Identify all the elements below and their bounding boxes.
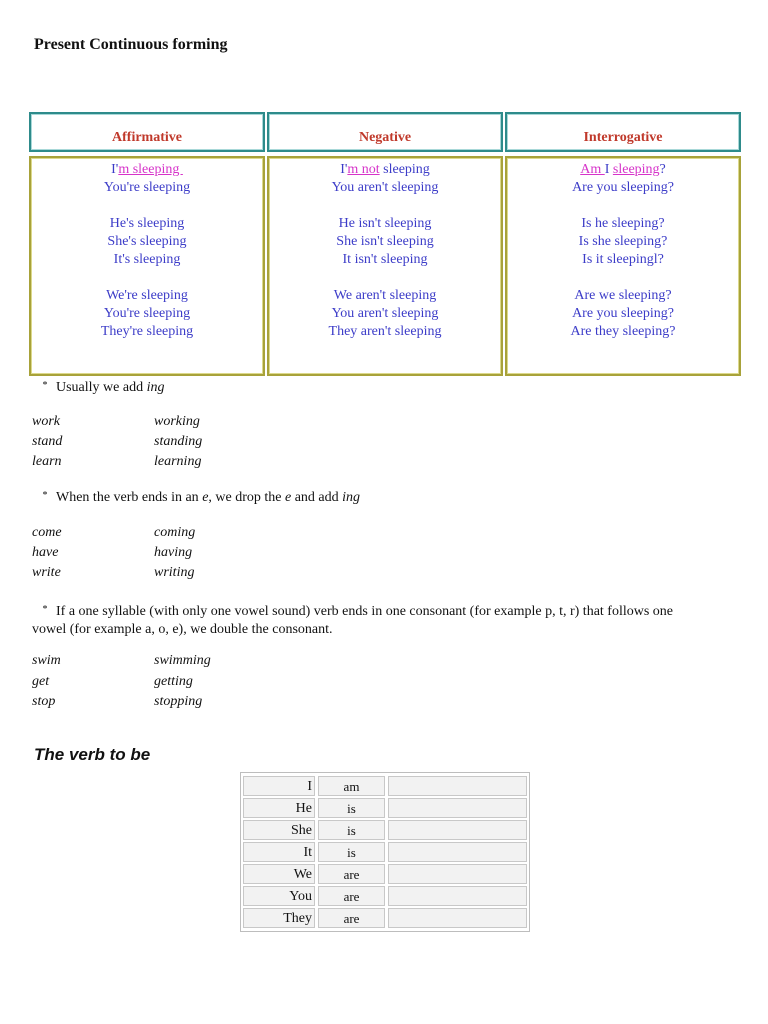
word-pair xyxy=(32,694,203,710)
interrogative-line: Are we sleeping? xyxy=(574,288,672,303)
pronoun-cell: We xyxy=(243,864,315,884)
header-negative: Negative xyxy=(267,112,503,152)
spacer xyxy=(31,197,263,215)
negative-line: You aren't sleeping xyxy=(331,306,439,321)
header-affirmative: Affirmative xyxy=(29,112,265,152)
page-title: Present Continuous forming xyxy=(34,36,228,53)
ing-form: stopping xyxy=(154,694,203,709)
rule-ing: ing xyxy=(146,380,165,395)
negative-line: She isn't sleeping xyxy=(336,234,434,249)
affirmative-line: She's sleeping xyxy=(107,234,187,249)
empty-cell xyxy=(388,776,527,796)
interrogative-line xyxy=(507,161,739,179)
affirmative-line: They're sleeping xyxy=(100,324,194,339)
verb-cell: are xyxy=(318,864,385,884)
word-pair xyxy=(32,653,211,669)
pronoun-cell: They xyxy=(243,908,315,928)
negative-line: You aren't sleeping xyxy=(331,180,439,195)
negative-column xyxy=(267,156,503,376)
table-row xyxy=(243,776,527,796)
table-row xyxy=(243,798,527,818)
rule-double-consonant xyxy=(34,601,734,639)
negative-line: He isn't sleeping xyxy=(338,216,432,231)
rule-add-ing xyxy=(34,380,164,396)
rule-text: When the verb ends in an xyxy=(56,490,203,505)
empty-cell xyxy=(388,842,527,862)
word-pair xyxy=(32,565,195,581)
interrogative-column xyxy=(505,156,741,376)
word-pair xyxy=(32,414,200,430)
base-verb: come xyxy=(32,525,62,540)
verb-to-be-table xyxy=(240,772,530,932)
base-verb: have xyxy=(32,545,59,560)
rule-e: e xyxy=(202,490,209,505)
verb-cell: are xyxy=(318,908,385,928)
interrogative-line: Are you sleeping? xyxy=(572,180,674,195)
negative-line: We aren't sleeping xyxy=(333,288,437,303)
spacer xyxy=(269,269,501,287)
word-pair xyxy=(32,434,203,450)
table-body-row xyxy=(29,156,741,376)
table-row xyxy=(243,820,527,840)
rule-line xyxy=(34,601,734,621)
ing-form: getting xyxy=(154,674,193,689)
negative-line: They aren't sleeping xyxy=(328,324,442,339)
negative-pre: I' xyxy=(340,162,348,177)
bullet-icon: * xyxy=(42,380,48,391)
negative-line xyxy=(269,161,501,179)
rule-text: Usually we add xyxy=(56,380,147,395)
verb-to-be-title: The verb to be xyxy=(34,745,151,764)
word-pair xyxy=(32,674,193,690)
ing-form: coming xyxy=(154,525,196,540)
table-row xyxy=(243,864,527,884)
verb-cell: is xyxy=(318,842,385,862)
table-header-row xyxy=(29,112,741,152)
rule-text: and add xyxy=(291,490,343,505)
affirmative-column xyxy=(29,156,265,376)
spacer xyxy=(507,269,739,287)
base-verb: work xyxy=(32,414,60,429)
conjugation-table xyxy=(29,112,741,376)
empty-cell xyxy=(388,864,527,884)
rule-drop-e xyxy=(34,490,360,506)
interrogative-line: Are they sleeping? xyxy=(570,324,676,339)
ing-form: working xyxy=(154,414,200,429)
rule-text: , we drop the xyxy=(208,490,285,505)
spacer xyxy=(31,269,263,287)
interrogative-link-am[interactable]: Am xyxy=(580,162,605,177)
affirmative-pre: I' xyxy=(111,162,119,177)
affirmative-line: We're sleeping xyxy=(106,288,188,303)
table-row xyxy=(243,908,527,928)
negative-post: sleeping xyxy=(379,162,430,177)
pronoun-cell: She xyxy=(243,820,315,840)
pronoun-cell: I xyxy=(243,776,315,796)
ing-form: learning xyxy=(154,454,202,469)
verb-cell: am xyxy=(318,776,385,796)
spacer xyxy=(507,197,739,215)
negative-line: It isn't sleeping xyxy=(342,252,428,267)
interrogative-line: Is it sleepingl? xyxy=(582,252,664,267)
affirmative-line: It's sleeping xyxy=(113,252,181,267)
base-verb: stand xyxy=(32,434,63,449)
word-pair xyxy=(32,454,202,470)
verb-cell: is xyxy=(318,798,385,818)
affirmative-line xyxy=(31,161,263,179)
interrogative-line: Are you sleeping? xyxy=(572,306,674,321)
bullet-icon: * xyxy=(42,490,48,501)
word-pair xyxy=(32,525,196,541)
table-row xyxy=(243,842,527,862)
ing-form: writing xyxy=(154,565,195,580)
ing-form: swimming xyxy=(154,653,211,668)
pronoun-cell: You xyxy=(243,886,315,906)
interrogative-link-sleeping[interactable]: sleeping xyxy=(612,162,660,177)
interrogative-mid: I xyxy=(604,162,613,177)
base-verb: stop xyxy=(32,694,56,709)
verb-cell: are xyxy=(318,886,385,906)
empty-cell xyxy=(388,886,527,906)
base-verb: get xyxy=(32,674,50,689)
pronoun-cell: He xyxy=(243,798,315,818)
base-verb: write xyxy=(32,565,61,580)
pronoun-cell: It xyxy=(243,842,315,862)
ing-form: having xyxy=(154,545,193,560)
affirmative-line: You're sleeping xyxy=(103,180,191,195)
affirmative-link[interactable]: m sleeping xyxy=(118,162,183,177)
affirmative-line: You're sleeping xyxy=(103,306,191,321)
bullet-icon: * xyxy=(42,604,48,615)
affirmative-line: He's sleeping xyxy=(109,216,185,231)
rule-e: e xyxy=(285,490,292,505)
ing-form: standing xyxy=(154,434,203,449)
empty-cell xyxy=(388,908,527,928)
table-row xyxy=(243,886,527,906)
interrogative-line: Is she sleeping? xyxy=(578,234,668,249)
base-verb: swim xyxy=(32,653,61,668)
interrogative-post: ? xyxy=(659,162,666,177)
empty-cell xyxy=(388,820,527,840)
rule-text: If a one syllable (with only one vowel sound) verb ends in one consonant (for example p, t, r) that follows one xyxy=(56,604,674,619)
base-verb: learn xyxy=(32,454,62,469)
header-interrogative: Interrogative xyxy=(505,112,741,152)
rule-line: vowel (for example a, o, e), we double the consonant. xyxy=(32,622,333,637)
negative-link[interactable]: m not xyxy=(347,162,380,177)
empty-cell xyxy=(388,798,527,818)
rule-ing: ing xyxy=(342,490,361,505)
interrogative-line: Is he sleeping? xyxy=(581,216,665,231)
word-pair xyxy=(32,545,193,561)
verb-cell: is xyxy=(318,820,385,840)
spacer xyxy=(269,197,501,215)
